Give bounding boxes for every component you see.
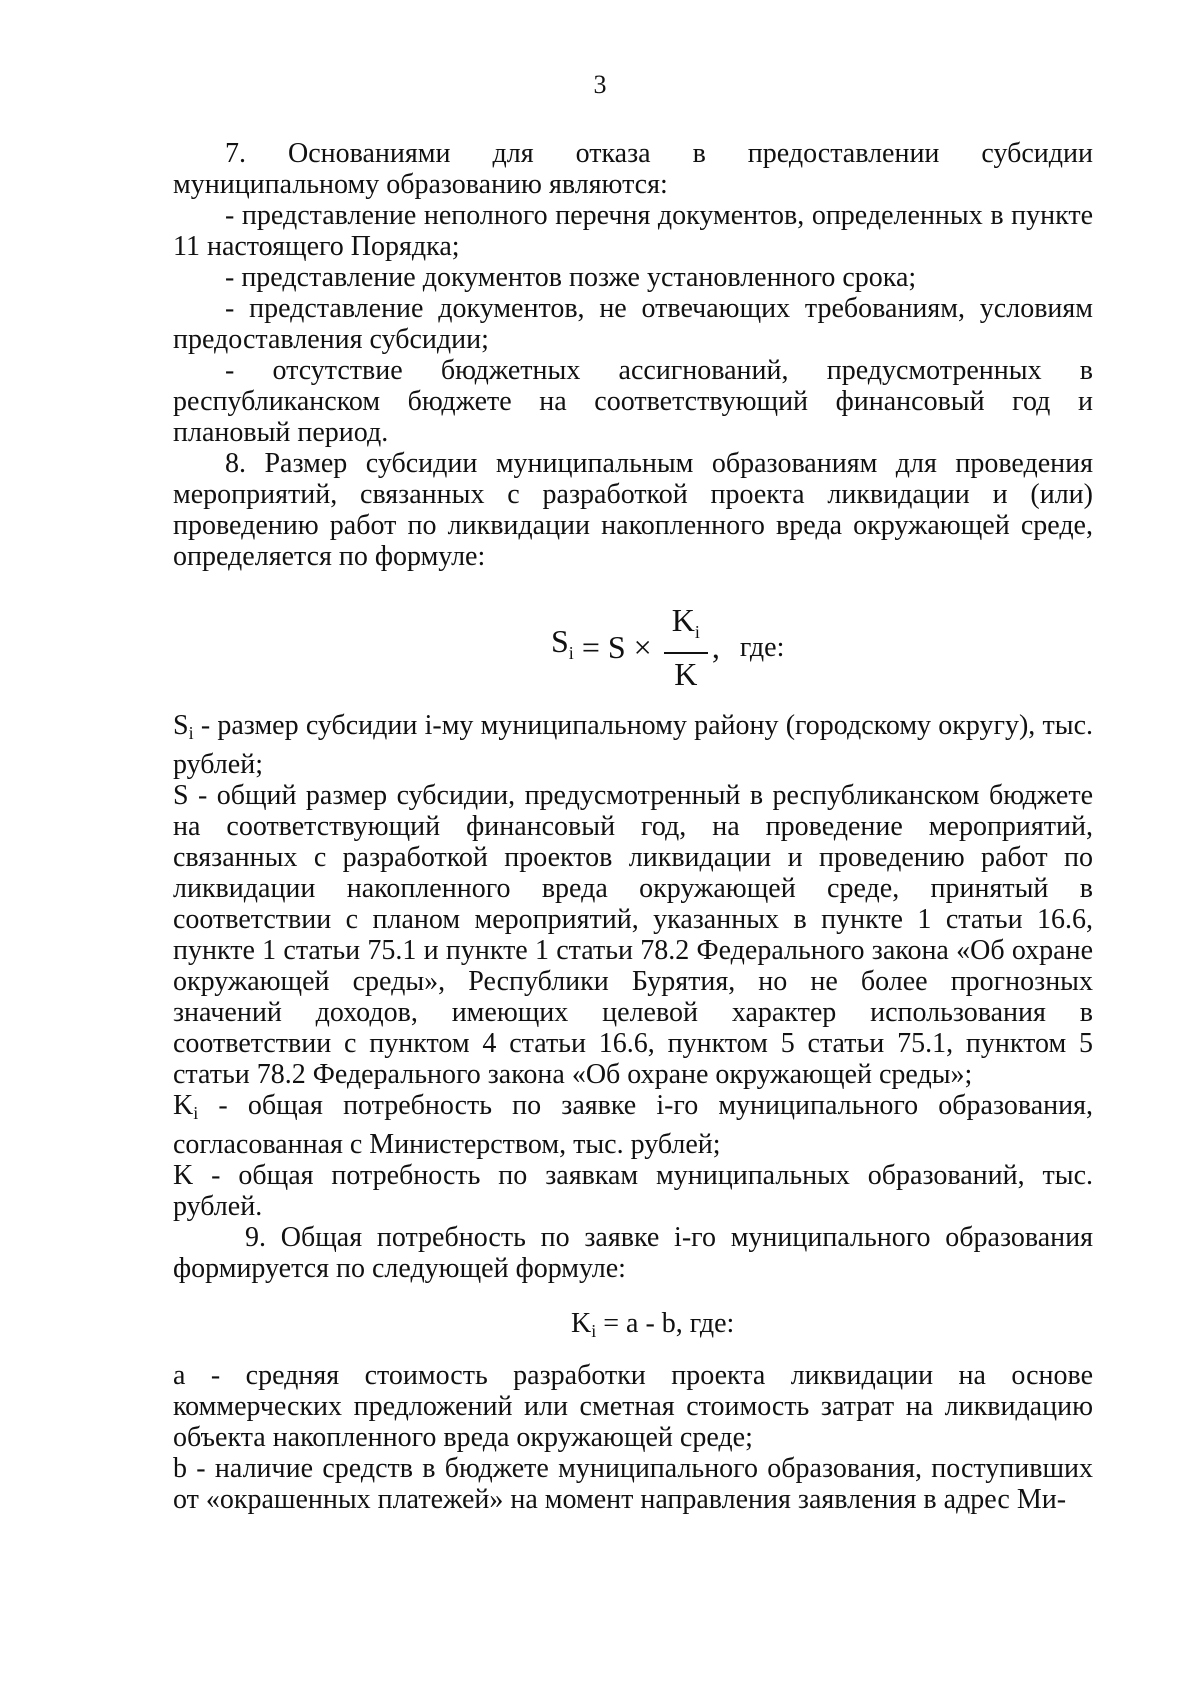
formula-tail: , (711, 628, 720, 665)
definition-a: a - средняя стоимость разработки проекта ликвидации на основе коммерческих предложений или сметная стоимость затрат на ликвидацию объекта накопленного вреда окружающей среде; (173, 1360, 1093, 1453)
formula-where: где: (739, 631, 785, 663)
formula-lhs: $S_i$ (551, 622, 574, 663)
formula-eq: = S × (573, 628, 660, 665)
para9-text: 9. Общая потребность по заявке i-го муниципального образования формируется по следующей формуле: (173, 1222, 1093, 1284)
para7-item-2: - представление документов позже установленного срока; (225, 262, 917, 293)
para7-item-1: - представление неполного перечня документов, определенных в пункте 11 настоящего Порядка; (173, 200, 1093, 262)
definition-ki: Ki - общая потребность по заявке i-го муниципального образования, согласованная с Министерством, тыс. рублей; (173, 1090, 1093, 1160)
para7-item-3: - представление документов, не отвечающих требованиям, условиям предоставления субсидии; (173, 293, 1093, 355)
para7-intro: 7. Основаниями для отказа в предоставлении субсидии муниципальному образованию являются: (173, 138, 1093, 200)
formula-fraction: $\frac{K_i}{K}$ (664, 602, 708, 692)
definition-b: b - наличие средств в бюджете муниципального образования, поступивших от «окрашенных платежей» на момент направления заявления в адрес Ми- (173, 1453, 1093, 1515)
document-body (173, 138, 1093, 1515)
para8-text: 8. Размер субсидии муниципальным образованиям для проведения мероприятий, связанных с разработкой проекта ликвидации и (или) проведению работ по ликвидации накопленного вреда окружающей среде, определяется по формуле: (173, 448, 1093, 572)
definition-k: K - общая потребность по заявкам муниципальных образований, тыс. рублей. (173, 1160, 1093, 1222)
para7-item-4: - отсутствие бюджетных ассигнований, предусмотренных в республиканском бюджете на соответствующий финансовый год и плановый период. (173, 355, 1093, 448)
definition-si: Si - размер субсидии i-му муниципальному району (городскому округу), тыс. рублей; (173, 710, 1093, 780)
formula-subsidy (173, 572, 1093, 710)
page-number: 3 (593, 70, 607, 99)
formula-need: Ki = a - b, где: (571, 1308, 735, 1341)
definition-s: S - общий размер субсидии, предусмотренный в республиканском бюджете на соответствующий финансовый год, на проведение мероприятий, связанных с разработкой проектов ликвидации и проведению работ по ликвидации накопленного вреда окружающей среде, принятый в соответствии с планом мероприятий, указанных в пункте 1 статьи 16.6, пункте 1 статьи 75.1 и пункте 1 статьи 78.2 Федерального закона «Об охране окружающей среды», Республики Бурятия, но не более прогнозных значений доходов, имеющих целевой характер использования в соответствии с пунктом 4 статьи 16.6, пунктом 5 статьи 75.1, пунктом 5 статьи 78.2 Федерального закона «Об охране окружающей среды»; (173, 780, 1093, 1090)
